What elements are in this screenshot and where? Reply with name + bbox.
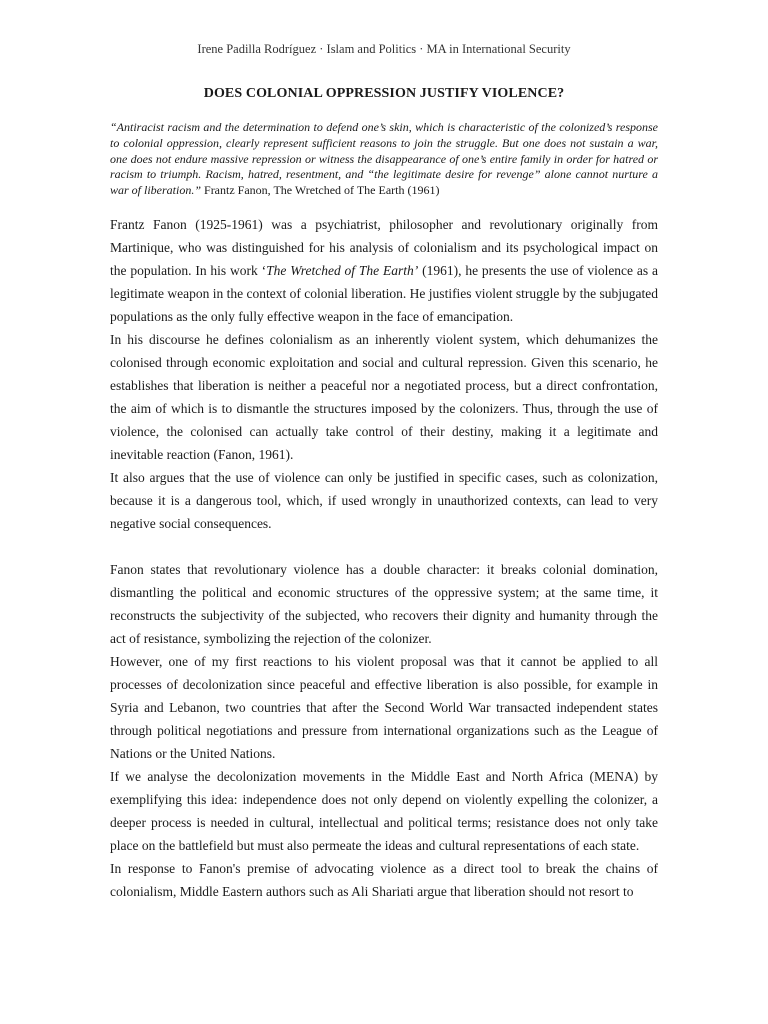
paragraph-1-work-title: The Wretched of The Earth’ xyxy=(266,263,419,278)
epigraph xyxy=(110,120,658,199)
paragraph-4: Fanon states that revolutionary violence has a double character: it breaks colonial domination, dismantling the political and economic structures of the oppressive system; at the same time, it reconstructs the subjectivity of the subjected, who recovers their dignity and humanity through the act of resistance, symbolizing the rejection of the colonizer. xyxy=(110,562,658,646)
paragraph-6: If we analyse the decolonization movements in the Middle East and North Africa (MENA) by exemplifying this idea: independence does not only depend on violently expelling the colonizer, a deeper process is needed in cultural, intellectual and political terms; resistance does not only take place on the battlefield but must also permeate the ideas and cultural representations of each state. xyxy=(110,769,658,853)
epigraph-quote: “Antiracist racism and the determination to defend one’s skin, which is characteristic of the colonized’s response to colonial oppression, clearly represent sufficient reasons to join the struggle. But one does not sustain a war, one does not endure massive repression or witness the disappearance of one’s entire family in order for hatred or racism to triumph. Racism, hatred, resentment, and “the legitimate desire for revenge” alone cannot nurture a war of liberation.” xyxy=(110,120,658,198)
paragraph-1 xyxy=(110,213,658,328)
paragraph-2: In his discourse he defines colonialism as an inherently violent system, which dehumanizes the colonised through economic exploitation and social and cultural repression. Given this scenario, he establishes that liberation is neither a peaceful nor a negotiated process, but a direct confrontation, the aim of which is to dismantle the structures imposed by the colonizers. Thus, through the use of violence, the colonised can actually take control of their destiny, making it a legitimate and inevitable reaction (Fanon, 1961). xyxy=(110,332,658,462)
paragraph-7: In response to Fanon's premise of advocating violence as a direct tool to break the chains of colonialism, Middle Eastern authors such as Ali Shariati argue that liberation should not resort to xyxy=(110,861,658,899)
paragraph-5: However, one of my first reactions to his violent proposal was that it cannot be applied to all processes of decolonization since peaceful and effective liberation is also possible, for example in Syria and Lebanon, two countries that after the Second World War transacted independent states through political negotiations and pressure from international organizations such as the League of Nations or the United Nations. xyxy=(110,654,658,761)
document-body xyxy=(110,213,658,903)
epigraph-attribution: Frantz Fanon, The Wretched of The Earth (1961) xyxy=(201,183,440,198)
paragraph-3: It also argues that the use of violence can only be justified in specific cases, such as colonization, because it is a dangerous tool, which, if used wrongly in unauthorized contexts, can lead to very negative social consequences. xyxy=(110,470,658,531)
paragraph-1-before: Frantz Fanon (1925-1961) was a psychiatrist, philosopher and revolutionary originally from Martinique, who was distinguished for his analysis of colonialism and its psychological impact on the population. In his work ‘ xyxy=(110,217,658,278)
page-header: Irene Padilla Rodríguez · Islam and Politics · MA in International Security xyxy=(197,42,571,56)
document-title: DOES COLONIAL OPPRESSION JUSTIFY VIOLENCE? xyxy=(203,86,565,101)
paragraph-1-after: (1961), he presents the use of violence as a legitimate weapon in the context of colonial liberation. He justifies violent struggle by the subjugated populations as the only fully effective weapon in the face of emancipation. xyxy=(110,263,658,324)
